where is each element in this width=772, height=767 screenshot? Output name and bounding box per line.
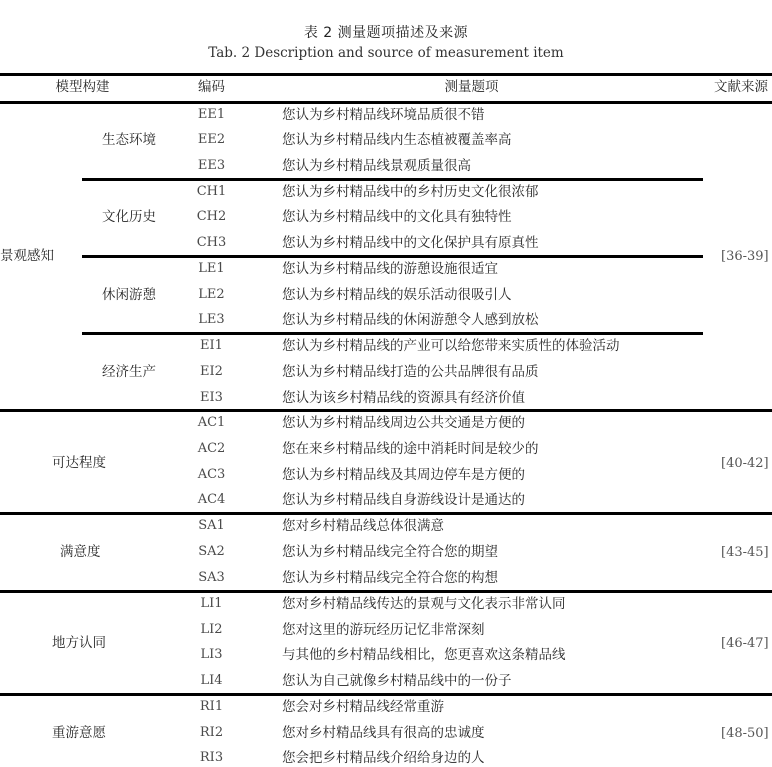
row-code: LI1 [200, 596, 223, 611]
row-code: RI1 [199, 699, 224, 714]
row-code: EE1 [197, 107, 226, 122]
row-item: 与其他的乡村精品线相比，您更喜欢这条精品线 [282, 647, 566, 663]
row-item: 您会把乡村精品线介绍给身边的人 [282, 750, 485, 766]
group-rule [0, 693, 772, 696]
row-item: 您认为乡村精品线景观质量很高 [282, 158, 471, 174]
row-code: SA1 [198, 518, 225, 533]
row-code: AC3 [197, 467, 226, 482]
row-code: LI3 [200, 647, 223, 662]
row-code: EI2 [200, 364, 223, 379]
row-item: 您认为自己就像乡村精品线中的一份子 [282, 673, 512, 689]
subgroup-rule [82, 255, 703, 258]
subgroup-label: 休闲游憩 [102, 287, 156, 303]
row-code: SA2 [198, 544, 225, 559]
table-caption-cn: 表 2 测量题项描述及来源 [303, 25, 469, 41]
subgroup-rule [82, 178, 703, 181]
row-item: 您认为乡村精品线完全符合您的构想 [282, 570, 498, 586]
row-item: 您认为乡村精品线及其周边停车是方便的 [282, 467, 525, 483]
row-code: EE3 [197, 158, 226, 173]
group-source: [36-39] [721, 249, 769, 264]
row-item: 您认为乡村精品线中的乡村历史文化很浓郁 [282, 184, 539, 200]
row-code: LI4 [200, 673, 223, 688]
header-code: 编码 [198, 79, 225, 95]
row-item: 您对乡村精品线总体很满意 [282, 518, 444, 534]
row-code: LE1 [198, 261, 225, 276]
group-label: 景观感知 [0, 248, 54, 264]
group-rule [0, 512, 772, 515]
row-code: AC4 [197, 492, 226, 507]
subgroup-label: 经济生产 [102, 364, 156, 380]
row-item: 您认为乡村精品线周边公共交通是方便的 [282, 415, 525, 431]
group-source: [43-45] [721, 545, 769, 560]
group-rule [0, 590, 772, 593]
row-code: SA3 [198, 570, 225, 585]
group-label: 满意度 [60, 544, 101, 560]
group-source: [40-42] [721, 456, 769, 471]
row-code: RI2 [199, 725, 224, 740]
subgroup-label: 文化历史 [102, 209, 156, 225]
row-item: 您对乡村精品线传达的景观与文化表示非常认同 [282, 596, 566, 612]
subgroup-label: 生态环境 [102, 132, 156, 148]
group-source: [46-47] [721, 636, 769, 651]
row-item: 您认为乡村精品线的游憩设施很适宜 [282, 261, 498, 277]
row-item: 您认为乡村精品线中的文化具有独特性 [282, 209, 512, 225]
row-code: EI1 [200, 338, 223, 353]
row-code: EE2 [197, 132, 226, 147]
subgroup-rule [82, 332, 703, 335]
row-item: 您对这里的游玩经历记忆非常深刻 [282, 622, 485, 638]
header-model: 模型构建 [55, 79, 110, 95]
group-label: 重游意愿 [52, 725, 106, 741]
header-source: 文献来源 [714, 79, 768, 95]
row-item: 您认为该乡村精品线的资源具有经济价值 [282, 390, 525, 406]
header-item: 测量题项 [444, 79, 499, 95]
group-label: 地方认同 [52, 635, 106, 651]
row-item: 您会对乡村精品线经常重游 [282, 699, 444, 715]
table-caption-en: Tab. 2 Description and source of measurement item [208, 45, 564, 61]
row-code: AC2 [197, 441, 226, 456]
row-code: AC1 [197, 415, 226, 430]
row-code: RI3 [199, 750, 224, 765]
row-item: 您认为乡村精品线的娱乐活动很吸引人 [282, 287, 512, 303]
header-rule [0, 101, 772, 104]
row-code: LE3 [198, 312, 225, 327]
group-label: 可达程度 [52, 455, 106, 471]
row-code: LE2 [198, 287, 225, 302]
row-code: LI2 [200, 622, 223, 637]
row-code: CH2 [196, 209, 227, 224]
group-rule [0, 409, 772, 412]
row-item: 您认为乡村精品线内生态植被覆盖率高 [282, 132, 512, 148]
top-rule [0, 73, 772, 76]
row-code: CH3 [196, 235, 227, 250]
row-item: 您认为乡村精品线环境品质很不错 [282, 107, 485, 123]
row-item: 您对乡村精品线具有很高的忠诚度 [282, 725, 485, 741]
row-code: EI3 [200, 390, 223, 405]
group-source: [48-50] [721, 726, 769, 741]
row-item: 您在来乡村精品线的途中消耗时间是较少的 [282, 441, 539, 457]
row-item: 您认为乡村精品线自身游线设计是通达的 [282, 492, 525, 508]
row-code: CH1 [196, 184, 227, 199]
row-item: 您认为乡村精品线的休闲游憩令人感到放松 [282, 312, 539, 328]
row-item: 您认为乡村精品线中的文化保护具有原真性 [282, 235, 539, 251]
row-item: 您认为乡村精品线的产业可以给您带来实质性的体验活动 [282, 338, 620, 354]
row-item: 您认为乡村精品线打造的公共品牌很有品质 [282, 364, 539, 380]
row-item: 您认为乡村精品线完全符合您的期望 [282, 544, 498, 560]
